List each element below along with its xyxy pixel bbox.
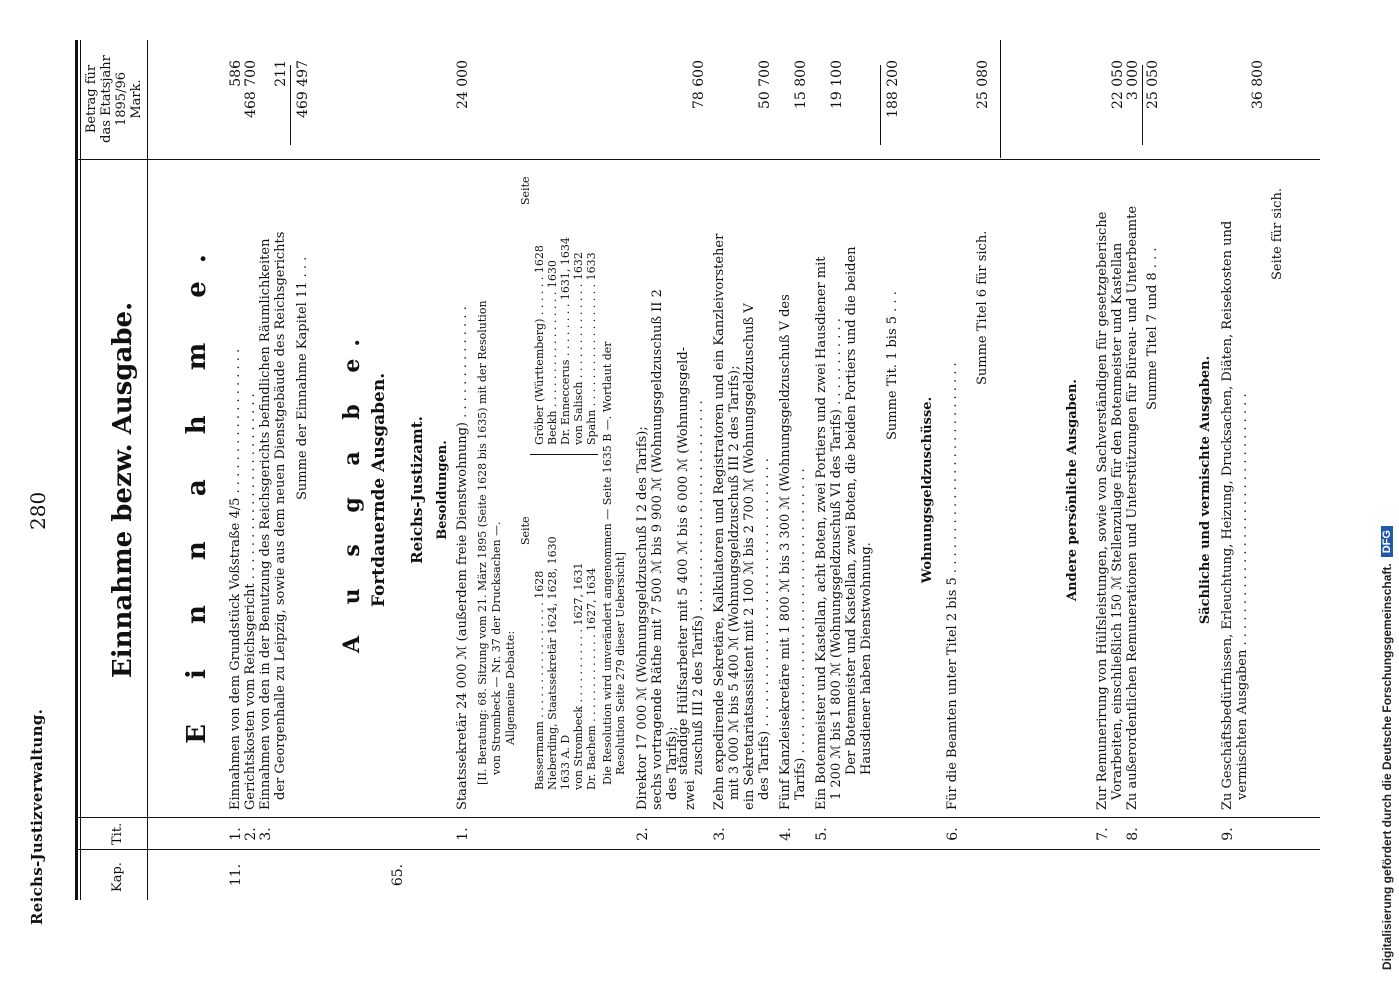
col-amount-header [84,40,144,158]
t1-seite-left: Seite [519,516,532,545]
t9-line-1: Zu Geschäftsbedürfnissen, Erleuchtung, Heizung, Drucksachen, Diäten, Reisekosten und [1220,220,1235,810]
ausgabe-tit-4: 4. [778,827,794,841]
top-rule [75,40,78,900]
t6-amount: 25 080 [975,60,991,109]
t4-line-1: Fünf Kanzleisekretäre mit 1 800 ℳ bis 3 300 ℳ (Wohnungsgeldzuschuß V des [778,294,793,810]
t8-line-1: Zu außerordentlichen Remunerationen und Unterstützungen für Büreau- und Unterbeamte [1125,205,1140,810]
t2-line-4a: zwei [683,780,698,810]
einnahme-sum-label: Summe der Einnahme Kapitel 11 . . . [295,256,310,500]
header-rule [147,40,148,900]
ausgabe-kap: 65. [390,863,406,887]
sum78-amount: 25 050 [1145,60,1161,109]
t1-debate-left-4: Dr. Bachem . . . . . . . . . . . . . 1627, 1634 [585,567,598,790]
sum1-label: Summe Tit. 1 bis 5 . . . [885,291,900,440]
t7-line-2: Vorarbeiten, einschließlich 150 ℳ Stellenzulage für den Botenmeister und Kastellan [1110,242,1125,800]
table-title: Einnahme bezw. Ausgabe. [108,301,138,679]
einnahme-row-2-amount: 468 700 [243,60,259,118]
t5-amount: 19 100 [829,60,845,109]
t2-line-1: Direktor 17 000 ℳ (Wohnungsgeldzuschuß I 2 des Tarifs); [635,426,650,810]
t3-line-4: des Tarifs) . . . . . . . . . . . . . . . . . . . . . . . . . . . . . . . . . [757,458,772,800]
top-rule-inner [80,40,81,900]
einnahme-heading: E i n n a h m e. [182,236,212,744]
debate-divider [530,454,598,455]
t4-line-2: Tarifs) . . . . . . . . . . . . . . . . . . . . . . . . . . . . . . . . . . . [793,468,808,800]
t1-debate-right-4: Spahn . . . . . . . . . . . . . . . . . . 1633 [585,252,598,445]
t1-debate-left-3: von Strombeck . . . . . . . . . . . 1627, 1631 [572,562,585,790]
einnahme-row-1-amount: 586 [228,60,244,87]
einnahme-row-3-text2: der Georgenhalle zu Leipzig, sowie aus dem neuen Dienstgebäude des Reichsgerichts [273,231,288,800]
dfg-badge: DFG [1381,526,1393,557]
t1-debate-left-1: Nieberding, Staatssekretär 1624, 1628, 1630 [546,536,559,790]
einnahme-sum-rule [290,65,291,145]
t1-resolution-2: Resolution Seite 279 dieser Uebersicht] [614,552,627,775]
t1-debate-right-2: Dr. Enneccerus . . . . . . . . 1631, 1634 [559,237,572,445]
t5-line-4: Hausdiener haben Dienstwohnung. [859,542,874,775]
einnahme-row-3-text: Einnahmen von den in der Benutzung des Reichsgerichts befindlichen Räumlichkeiten [258,238,273,810]
ausgabe-tit-7: 7. [1095,827,1111,841]
sum1-amount: 188 200 [885,60,901,118]
einnahme-tit-2: 2. [243,827,259,841]
t5-line-3: Der Botenmeister und Kastellan, zwei Boten, die beiden Portiers und die beiden [844,246,859,775]
ausgabe-tit-1: 1. [455,827,471,841]
t2-line-4: ständige Hülfsarbeiter mit 5 400 ℳ bis 6 000 ℳ (Wohnungsgeld- [676,346,691,775]
ausgabe-tit-2: 2. [635,827,651,841]
dfg-credit-text: Digitalisierung gefördert durch die Deutsche Forschungsgemeinschaft. [1380,563,1394,970]
t3-amount: 50 700 [757,60,773,109]
t9-amount: 36 800 [1250,60,1266,109]
amount-header-line-4: Mark. [129,79,144,119]
saechlich-heading: Sächliche und vermischte Ausgaben. [1198,355,1213,625]
ausgabe-tit-9: 9. [1220,827,1236,841]
t1-seite-right: Seite [519,176,532,205]
t6-rule [1000,40,1001,158]
running-head: Reichs-Justizverwaltung. [28,708,46,925]
t1-note-1: [II. Beratung: 68. Sitzung vom 21. März 1895 (Seite 1628 bis 1635) mit der Resolution [476,300,489,785]
col-kap-header: Kap. [110,862,125,892]
t1-note-3: Allgemeine Debatte: [504,630,517,745]
dfg-sidebar [1375,20,1399,1000]
ausgabe-tit-8: 8. [1125,827,1141,841]
ausgabe-tit-3: 3. [712,827,728,841]
t9-sum-label: Seite für sich. [1270,188,1285,280]
office-heading: Reichs-Justizamt. [408,416,426,564]
t1-line-1: Staatssekretär 24 000 ℳ (außerdem freie Dienstwohnung) . . . . . . . . . . . . . . [455,306,470,810]
ausgabe-heading: A u s g a b e. [339,326,365,654]
ausgabe-tit-6: 6. [945,827,961,841]
amount-header-line-3: 1895/96 [114,72,129,127]
t3-line-2: mit 3 000 ℳ bis 5 400 ℳ (Wohnungsgeldzuschuß III 2 des Tarifs); [727,365,742,800]
einnahme-row-2-text: Gerichtskosten vom Reichsgericht . . . . . . . . . . . . . . . . . . . . . . . [243,393,258,810]
t8-amount: 3 000 [1125,60,1141,101]
t9-line-2: vermischten Ausgaben . . . . . . . . . . . . . . . . . . . . . . . . . . . . . . . [1235,393,1250,800]
einnahme-row-3-amount: 211 [273,60,289,87]
amount-divider [75,159,1320,160]
einnahme-tit-1: 1. [228,827,244,841]
t7-line-1: Zur Remunerirung von Hülfsleistungen, sowie von Sachverständigen für gesetzgeberische [1095,211,1110,810]
ausgabe-tit-5: 5. [814,827,830,841]
col-tit-header: Tit. [110,822,125,845]
t4-amount: 15 800 [793,60,809,109]
andere-heading: Andere persönliche Ausgaben. [1065,379,1080,601]
wohnung-heading: Wohnungsgeldzuschüsse. [920,396,935,584]
einnahme-sum-amount: 469 497 [295,60,311,118]
sum78-rule [1142,65,1143,145]
t1-debate-right-3: von Salisch . . . . . . . . . . . . . . 1632 [572,252,585,445]
t7-amount: 22 050 [1110,60,1126,109]
einnahme-kap: 11. [228,863,244,887]
einnahme-tit-3: 3. [258,827,274,841]
t1-debate-left-0: Bassermann . . . . . . . . . . . . . . . . . 1628 [533,570,546,790]
t1-debate-right-0: Gröber (Württemberg) . . . . . . 1628 [533,245,546,445]
t5-line-2: 1 200 ℳ bis 1 800 ℳ (Wohnungsgeldzuschuß VI des Tarifs) . . . . . . . . . . . [829,318,844,800]
ausgabe-subheading: Fortdauernde Ausgaben. [369,372,389,608]
sum78-label: Summe Titel 7 und 8 . . . [1145,247,1160,410]
t2-line-5: zuschuß III 2 des Tarifs) . . . . . . . . . . . . . . . . . . . . . . . . . . [691,400,706,775]
t5-line-1: Ein Botenmeister und Kastellan, acht Boten, zwei Portiers und zwei Hausdiener mit [814,256,829,810]
einnahme-row-1-text: Einnahmen von dem Grundstück Voßstraße 4/5 . . . . . . . . . . . . . . . . . . [228,348,243,810]
t3-line-1: Zehn expedirende Sekretäre, Kalkulatoren und Registratoren und ein Kanzleivorsteher [712,233,727,810]
t6-line-1: Für die Beamten unter Titel 2 bis 5 . . . . . . . . . . . . . . . . . . . . . . . . . . [945,362,960,810]
t1-debate-right-1: Beckh . . . . . . . . . . . . . . . . . 1630 [546,260,559,445]
page-number: 280 [26,491,50,530]
sum1-rule [880,65,881,145]
t2-line-3: des Tarifs); [665,726,680,800]
t3-line-3: ein Sekretariatsassistent mit 2 100 ℳ bis 2 700 ℳ (Wohnungsgeldzuschuß V [742,303,757,810]
besoldungen-heading: Besoldungen. [435,440,450,540]
t2-amount: 78 600 [691,60,707,109]
t1-debate-left-2: 1633 A. D [559,734,572,790]
t1-amount: 24 000 [455,60,471,109]
amount-header-line-1: Betrag für [84,64,99,134]
amount-header-line-2: das Etatsjahr [99,55,114,143]
t2-line-2: sechs vortragende Räthe mit 7 500 ℳ bis 9 900 ℳ (Wohnungsgeldzuschuß II 2 [650,289,665,810]
t6-sum-label: Summe Titel 6 für sich. [975,230,990,385]
t1-resolution-1: Die Resolution wird unverändert angenommen — Seite 1635 B —. Wortlaut der [601,341,614,785]
t1-note-2: von Strombeck — Nr. 37 der Drucksachen —. [490,521,503,775]
